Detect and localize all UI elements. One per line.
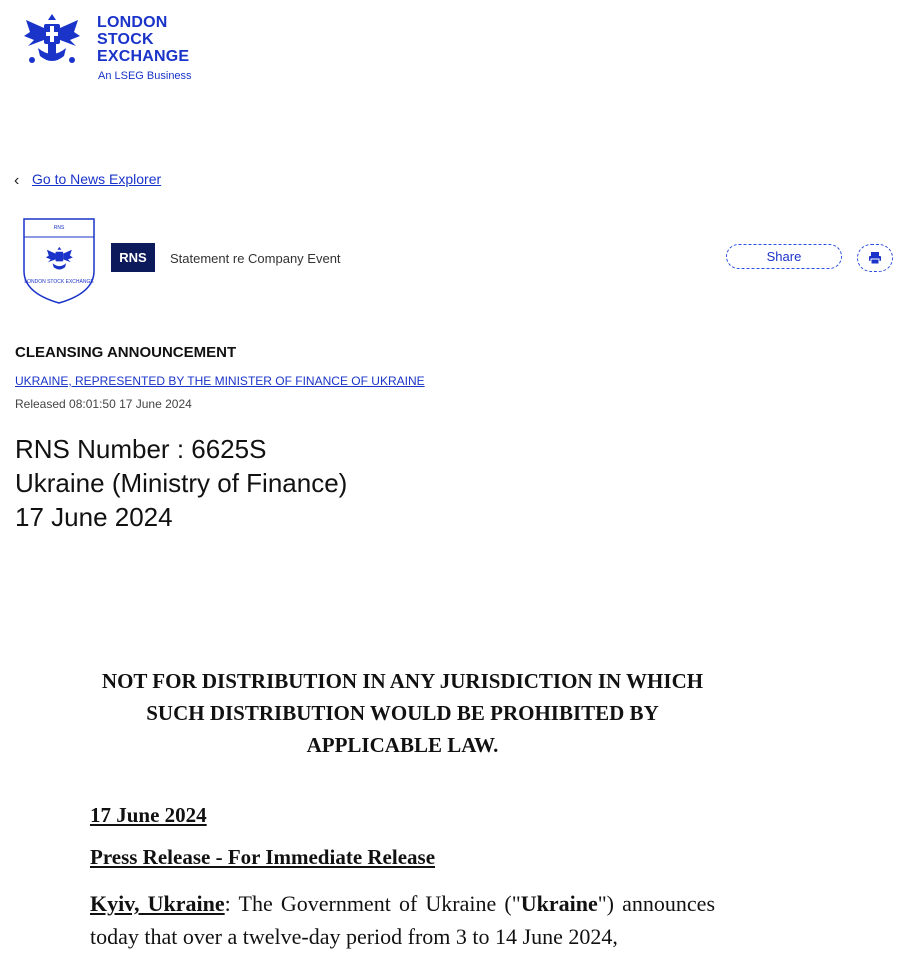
shield-top-text: RNS — [53, 225, 65, 231]
lse-crest-logo — [20, 10, 84, 70]
issuer-link[interactable]: UKRAINE, REPRESENTED BY THE MINISTER OF FINANCE OF UKRAINE — [15, 374, 425, 388]
rns-number: RNS Number : 6625S — [15, 434, 267, 464]
chevron-left-icon: ‹ — [14, 172, 20, 189]
back-link-label: Go to News Explorer — [32, 171, 162, 187]
announcement-date: 17 June 2024 — [15, 502, 173, 532]
rns-header-block — [15, 432, 347, 534]
logo-tagline: An LSEG Business — [98, 70, 192, 82]
dateline-location: Kyiv, Ukraine — [90, 891, 225, 916]
share-button[interactable]: Share — [726, 244, 842, 269]
rns-shield-logo — [22, 217, 96, 305]
rns-badge: RNS — [111, 243, 155, 272]
para-text-2: ") announces today that over a twelve-day period from 3 to 14 June 2024, — [90, 891, 715, 949]
announcement-category: Statement re Company Event — [170, 251, 341, 266]
logo-line-3: EXCHANGE — [97, 48, 190, 65]
logo-line-2: STOCK — [97, 31, 154, 48]
back-to-news-explorer-link[interactable] — [14, 168, 161, 190]
lse-wordmark — [97, 14, 189, 65]
company-name: Ukraine (Ministry of Finance) — [15, 468, 348, 498]
logo-line-1: LONDON — [97, 14, 168, 31]
para-bold-term: Ukraine — [520, 891, 598, 916]
print-button[interactable] — [857, 244, 893, 272]
distribution-notice: NOT FOR DISTRIBUTION IN ANY JURISDICTION IN WHICH SUCH DISTRIBUTION WOULD BE PROHIBITED BY APPLICABLE LAW. — [101, 669, 704, 757]
para-text-1: : The Government of Ukraine (" — [224, 891, 521, 916]
announcement-title: CLEANSING ANNOUNCEMENT — [15, 344, 237, 361]
press-release-heading: Press Release - For Immediate Release — [90, 845, 436, 869]
document-date: 17 June 2024 — [90, 803, 207, 827]
shield-bottom-text: LONDON STOCK EXCHANGE — [24, 279, 94, 285]
release-timestamp: Released 08:01:50 17 June 2024 — [15, 397, 192, 411]
print-icon — [868, 251, 882, 265]
body-paragraph — [90, 887, 715, 953]
